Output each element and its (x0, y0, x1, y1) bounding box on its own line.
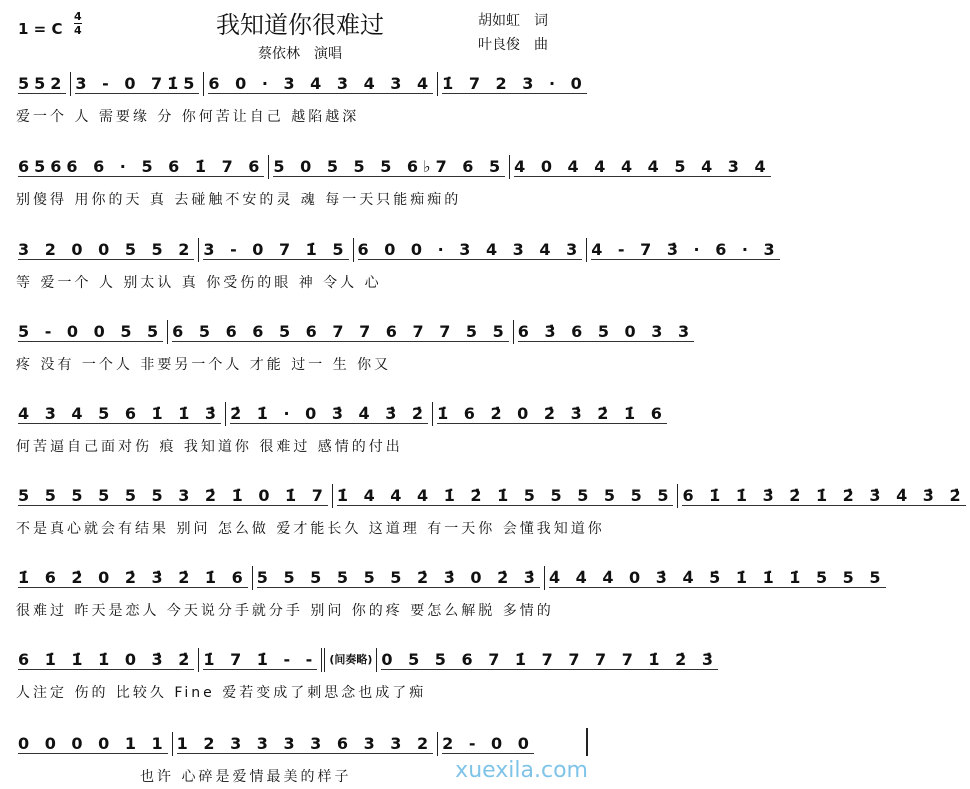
measure-notes: 6566 6 · 5 6 1̇ 7 6 (18, 157, 265, 176)
measure (172, 732, 437, 756)
measure (14, 732, 172, 756)
staff-row (14, 318, 695, 344)
staff-row (14, 153, 771, 179)
measure (14, 566, 252, 590)
measure (14, 72, 70, 96)
measure (509, 155, 774, 179)
measure-notes: 4 3 4 5 6 1̇ 1̇ 3̇ (18, 404, 222, 423)
measure-notes: 3 - 0 71̇5 (75, 74, 200, 93)
measure-notes: 2 - 0 0 (442, 734, 534, 753)
measure-notes: 5 5 5 5 5 5 2̇ 3̇ 0 2̇ 3̇ (256, 568, 540, 587)
measure (544, 566, 890, 590)
measure (167, 320, 513, 344)
measure (203, 72, 437, 96)
lyrics-line: 疼 没有 一个人 非要另一个人 才能 过一 生 你又 (16, 357, 392, 373)
singer: 蔡依林 演唱 (258, 46, 342, 62)
staff-row (14, 70, 588, 96)
measure-notes: 3 2 0 0 5 5 2 (18, 240, 195, 259)
lyrics-line: 不是真心就会有结果 别问 怎么做 爱才能长久 这道理 有一天你 会懂我知道你 (16, 521, 605, 537)
time-top: 4 (74, 10, 82, 23)
measure-notes: 6 3̇ 6 5 0 3 3 (517, 322, 695, 341)
measure-notes: 1̇ 7 1̇ - - (203, 650, 318, 669)
measure-notes: 0 5 5 6 7 1̇ 7 7 7 7 1̇ 2̇ 3̇ (381, 650, 718, 669)
measure-notes: 1 2 3 3 3 3 6 3 3 2 (176, 734, 434, 753)
barline (586, 728, 588, 756)
lyrics-line: 等 爱一个 人 别太认 真 你受伤的眼 神 令人 心 (16, 275, 382, 291)
measure (376, 648, 722, 672)
measure (252, 566, 544, 590)
staff-row (14, 482, 966, 508)
measure-notes: 5 0 5 5 5 6♭7 6 5 (273, 157, 506, 176)
measure-notes: 1̇ 6 2̇ 0 2̇ 3̇ 2̇ 1̇ 6 (437, 404, 667, 423)
measure-notes: 1̇ 4 4 4 1̇ 2̇ 1̇ 5 5 5 5 5 5 (336, 486, 674, 505)
measure-notes: 6 1̇ 1̇ 1̇ 0 3̇ 2̇ (18, 650, 195, 669)
measure-notes: 4 0 4 4 4 4 5 4 3 4 (514, 157, 771, 176)
lyrics-line: 别傻得 用你的天 真 去碰触不安的灵 魂 每一天只能痴痴的 (16, 192, 462, 208)
staff-row (14, 730, 588, 756)
measure (70, 72, 203, 96)
measure-notes: 552 (18, 74, 67, 93)
watermark: xuexila.com (455, 758, 588, 783)
composer: 叶良俊 曲 (478, 37, 548, 53)
measure-notes: 6 0 0 · 3 4 3 4 3 (357, 240, 583, 259)
measure (513, 320, 698, 344)
staff-row (14, 400, 667, 426)
measure-notes: 5 5 5 5 5 5 3 2̇ 1̇ 0 1̇ 7 (18, 486, 328, 505)
staff-row (14, 236, 780, 262)
measure (437, 732, 586, 756)
time-bottom: 4 (74, 24, 82, 37)
interlude-note: (间奏略) (321, 648, 376, 672)
measure-notes: 4̇ 4̇ 4̇ 0 3̇ 4̇ 5̇ 1̇ 1̇ 1̇ 5 5 5 (548, 568, 886, 587)
measure-notes: 6 1̇ 1̇ 3̇ 2̇ 1̇ 2̇ 3̇ 4̇ 3̇ 2̇ (682, 486, 966, 505)
song-title: 我知道你很难过 (216, 11, 384, 39)
measure-notes: 6 0 · 3 4 3 4 3 4 (208, 74, 434, 93)
measure (225, 402, 432, 426)
staff-row (14, 564, 886, 590)
measure-notes: 2̇ 1̇ · 0 3̇ 4̇ 3̇ 2̇ (230, 404, 429, 423)
measure (198, 238, 352, 262)
measure (14, 648, 198, 672)
measure-notes: 1̇ 7 2 3 · 0 (442, 74, 587, 93)
measure-notes: 1̇ 6 2̇ 0 2̇ 3̇ 2̇ 1̇ 6 (18, 568, 248, 587)
measure-notes: 0 0 0 0 1 1 (18, 734, 168, 753)
lyrics-line: 也许 心碎是爱情最美的样子 (140, 769, 352, 785)
measure (14, 320, 167, 344)
measure (677, 484, 969, 508)
measure (332, 484, 678, 508)
measure-notes: 4 - 7 3̇ · 6 · 3 (591, 240, 780, 259)
measure (268, 155, 509, 179)
measure (437, 72, 591, 96)
lyrics-line: 人注定 伤的 比较久 Fine 爱若变成了刺思念也成了痴 (16, 685, 427, 701)
measure (14, 155, 268, 179)
lyrics-line: 何苦逼自己面对伤 痕 我知道你 很难过 感情的付出 (16, 439, 403, 455)
measure-notes: 5 - 0 0 5 5 (18, 322, 164, 341)
measure (14, 484, 332, 508)
measure-notes: 3 - 0 7 1̇ 5 (203, 240, 349, 259)
measure (353, 238, 587, 262)
measure (198, 648, 321, 672)
key-signature: 1 = C (18, 20, 63, 38)
lyricist: 胡如虹 词 (478, 13, 548, 29)
measure (14, 402, 225, 426)
measure (14, 238, 198, 262)
measure (586, 238, 783, 262)
staff-row (14, 646, 718, 672)
lyrics-line: 很难过 昨天是恋人 今天说分手就分手 别问 你的疼 要怎么解脱 多情的 (16, 603, 554, 619)
measure (432, 402, 671, 426)
measure-notes: 6 5 6 6 5 6 7 7 6 7 7 5 5 (172, 322, 509, 341)
lyrics-line: 爱一个 人 需要缘 分 你何苦让自己 越陷越深 (16, 109, 360, 125)
